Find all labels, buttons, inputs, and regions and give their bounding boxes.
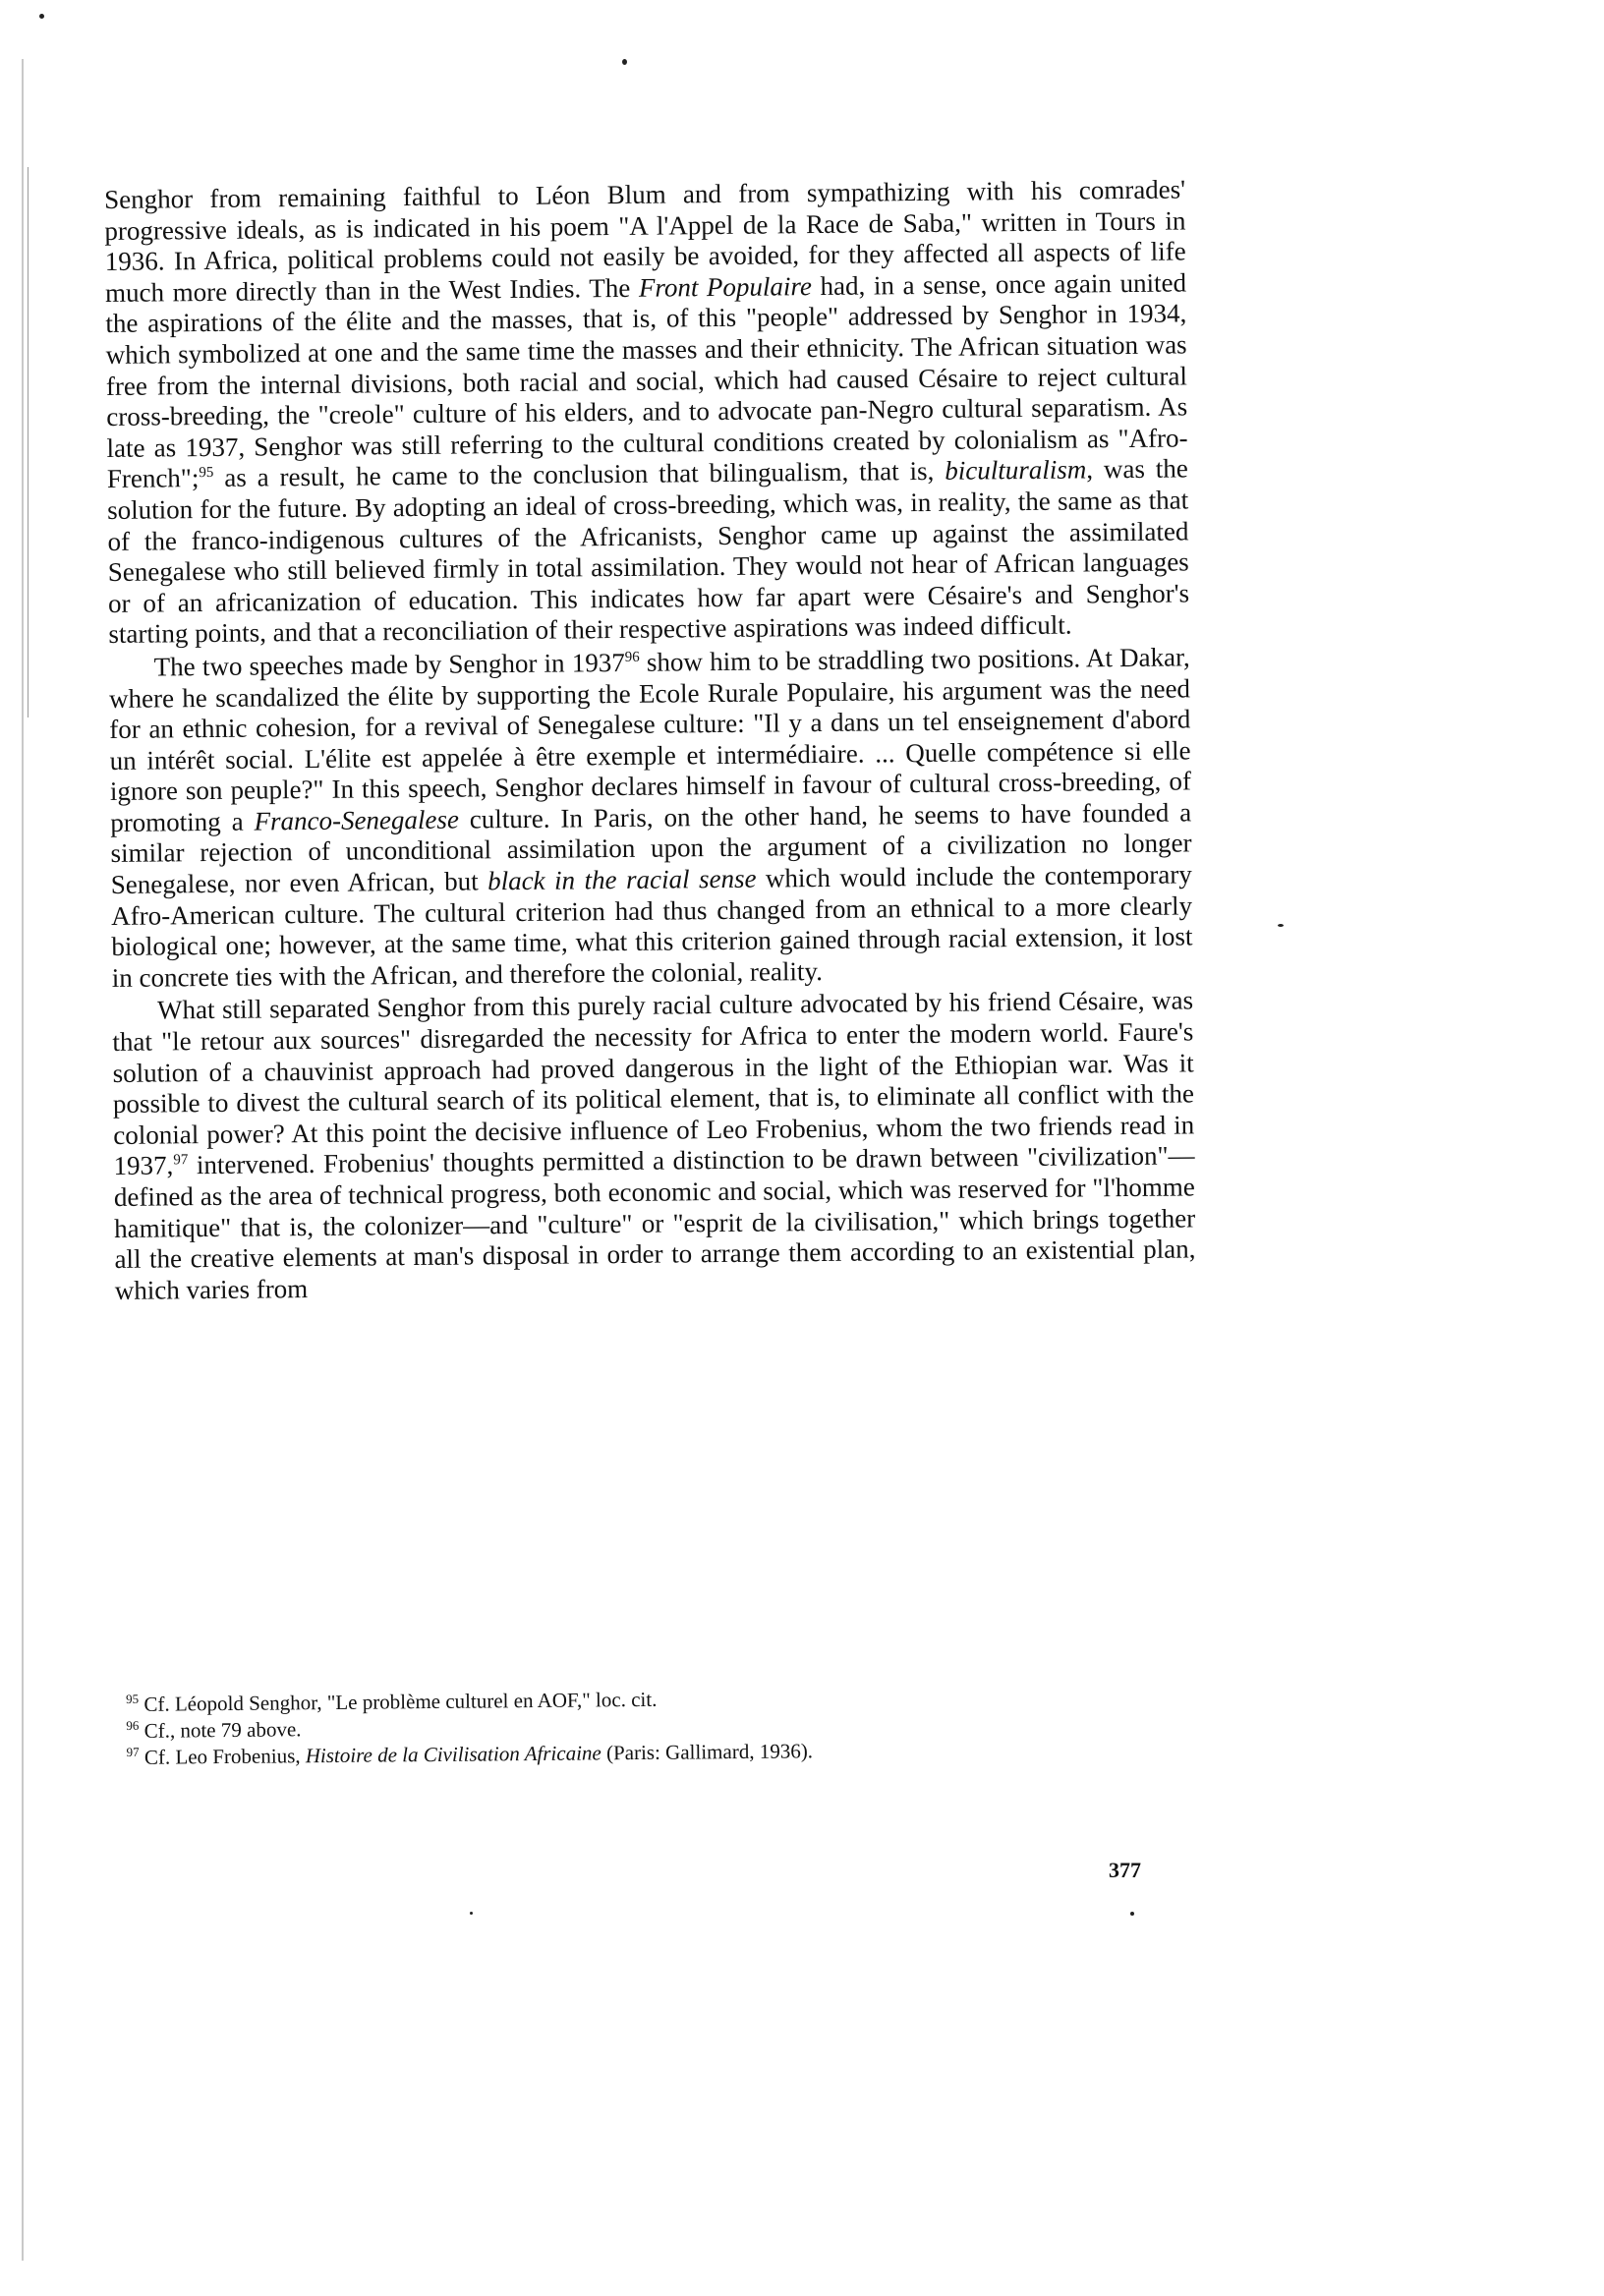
footnote-number: 97	[126, 1744, 140, 1759]
scan-edge-line	[22, 59, 24, 2261]
italic-text: Front Populaire	[638, 270, 813, 303]
italic-text: biculturalism	[945, 454, 1087, 487]
footnote-text: Cf. Léopold Senghor, "Le problème culturel en AOF," loc. cit.	[143, 1687, 658, 1716]
text-run: The two speeches made by Senghor in 1937	[153, 647, 625, 682]
text-run: which would include the contemporary Afro-American culture. The cultural criterion had thus changed from an ethnical to a more clearly biological one; however, at the same time, what this criterion gained through racial extension, it lost in concrete ties with the African, and therefore the colonial, reality.	[110, 859, 1193, 993]
footnote-number: 96	[126, 1717, 140, 1733]
page-number: 377	[1109, 1858, 1141, 1882]
scan-speck	[1130, 1912, 1134, 1916]
footnote-text: (Paris: Gallimard, 1936).	[601, 1739, 814, 1765]
scan-edge-line	[28, 167, 29, 718]
text-run: intervened. Frobenius' thoughts permitted a distinction to be drawn between "civilization"—defined as the area of technical progress, both economic and social, which was reserved for "l'homme hamitique" that is, the colonizer—and "culture" or "esprit de la civilisation," which brings together all the creative elements at man's disposal in order to arrange them according to an existential plan, which varies from	[113, 1140, 1196, 1305]
paragraph	[109, 642, 1193, 994]
text-run: , was the solution for the future. By adopting an ideal of cross-breeding, which was, in reality, the same as that of the franco-indigenous cultures of the Africanists, Senghor came up against the assimilated Senegalese who still believed firmly in total assimilation. They would not hear of African languages or of an africanization of education. This indicates how far apart were Césaire's and Senghor's starting points, and that a reconciliation of their respective aspirations was indeed difficult.	[107, 453, 1190, 650]
italic-text: black in the racial sense	[487, 863, 757, 896]
footnote-reference: 95	[199, 465, 214, 482]
paragraph	[104, 174, 1189, 650]
text-run: had, in a sense, once again united the aspirations of the élite and the masses, that is, of this "people" addressed by Senghor in 1934, which symbolized at one and the same time the masses and their ethnicity. The African situation was free from the internal divisions, both racial and social, which had caused Césaire to reject cultural cross-breeding, the "creole" culture of his elders, and to advocate pan-Negro cultural separatism. As late as 1937, Senghor was still referring to the cultural conditions created by colonialism as "Afro-French";	[105, 267, 1188, 494]
body-text	[104, 174, 1196, 1306]
text-run: Senghor from remaining faithful to Léon Blum and from sympathizing with his comrades' progressive ideals, as is indicated in his poem "A l'Appel de la Race de Saba," written in Tours in 1936. In Africa, political problems could not easily be avoided, for they affected all aspects of life much more directly than in the West Indies. The	[104, 174, 1186, 308]
text-run: as a result, he came to the conclusion that bilingualism, that is,	[213, 456, 945, 493]
italic-text: Franco-Senegalese	[254, 804, 460, 836]
scan-speck	[1278, 924, 1284, 927]
text-run: show him to be straddling two positions. At Dakar, where he scandalized the élite by supporting the Ecole Rurale Populaire, his argument was the need for an ethnic cohesion, for a revival of Senegalese culture: "Il y a dans un tel enseignement d'abord un intérêt social. L'élite est appelée à être exemple et intermédiaire. ... Quelle compétence si elle ignore son peuple?" In this speech, Senghor declares himself in favour of cultural cross-breeding, of promoting a	[108, 642, 1192, 837]
scan-speck	[622, 59, 627, 65]
scan-speck	[470, 1912, 473, 1915]
footnote-italic-text: Histoire de la Civilisation Africaine	[305, 1741, 602, 1768]
footnote-number: 95	[126, 1691, 140, 1706]
paragraph	[112, 986, 1196, 1306]
footnotes	[126, 1680, 1011, 1768]
text-run: What still separated Senghor from this purely racial culture advocated by his friend Césaire, was that "le retour aux sources" disregarded the necessity for Africa to enter the modern world. Faure's solution of a chauvinist approach had proved dangerous in the light of the Ethiopian war. Was it possible to divest the cultural search of its political element, that is, to eliminate all conflict with the colonial power? At this point the decisive influence of Leo Frobenius, whom the two friends read in 1937,	[112, 985, 1195, 1181]
scan-speck	[39, 14, 44, 19]
text-run: culture. In Paris, on the other hand, he seems to have founded a similar rejection of unconditional assimilation upon the argument of a civilization no longer Senegalese, nor even African, but	[110, 797, 1192, 900]
footnote-text: Cf. Leo Frobenius,	[143, 1744, 306, 1769]
footnote-text: Cf., note 79 above.	[143, 1717, 302, 1743]
footnote-reference: 96	[624, 649, 640, 665]
footnote-reference: 97	[173, 1152, 189, 1169]
